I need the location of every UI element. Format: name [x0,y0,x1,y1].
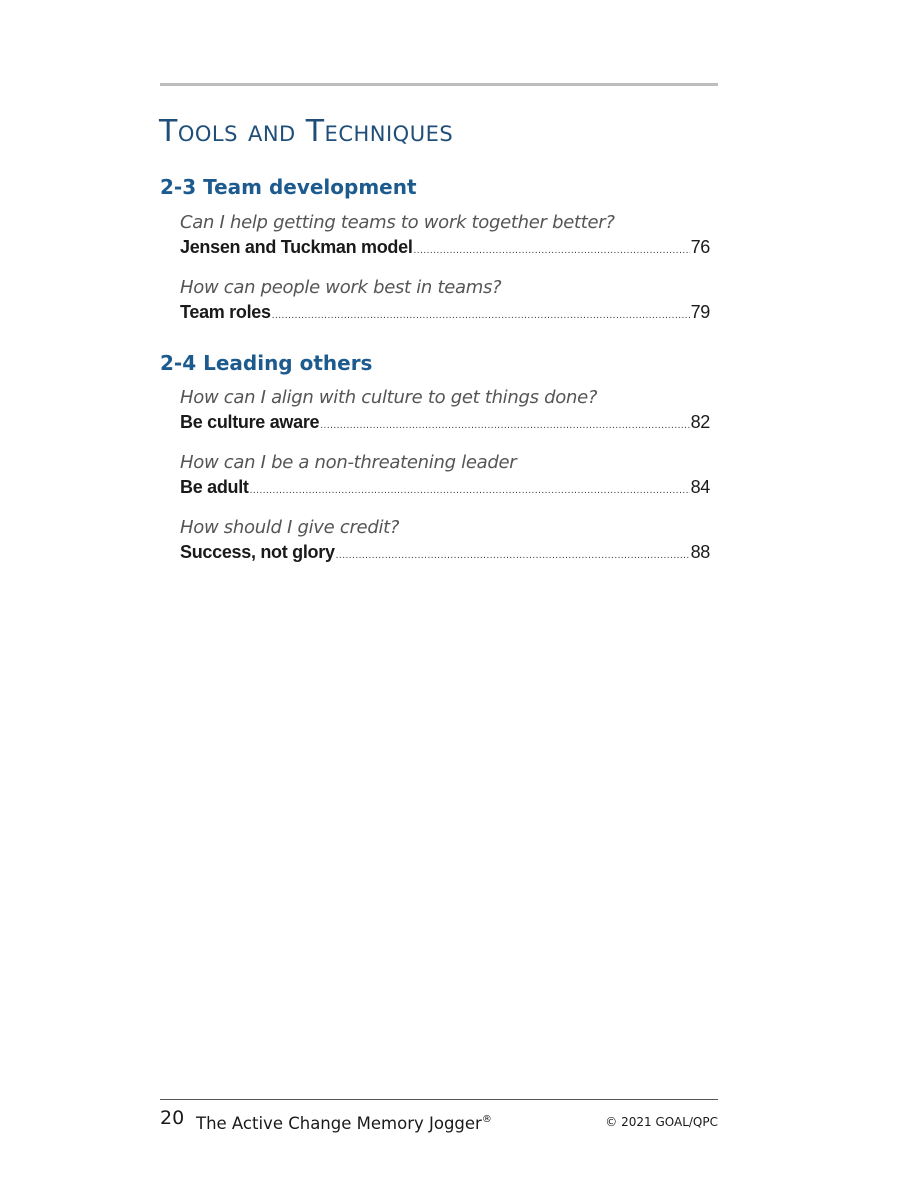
toc-line[interactable] [180,540,710,568]
entry-title: Success, not glory [180,542,335,562]
entry-page-number: 79 [690,302,710,322]
top-divider [160,83,718,86]
entry-page-number: 82 [690,412,710,432]
entry-page-number: 76 [690,237,710,257]
toc-entry [180,211,710,263]
toc-line[interactable] [180,410,710,438]
footer-page-number: 20 [160,1107,185,1129]
footer-copyright: © 2021 GOAL/QPC [605,1115,718,1129]
footer-book-title [196,1106,492,1138]
book-title-text: The Active Change Memory Jogger [196,1114,482,1133]
toc-line[interactable] [180,235,710,263]
entry-page-number: 88 [690,542,710,562]
entry-title: Be culture aware [180,412,320,432]
section-heading: 2-4 Leading others [160,351,373,375]
toc-entry [180,516,710,568]
entry-title: Jensen and Tuckman model [180,237,413,257]
dot-leader [272,304,690,328]
dot-leader [336,544,690,568]
entry-title: Be adult [180,477,249,497]
toc-line[interactable] [180,475,710,503]
section-heading: 2-3 Team development [160,175,417,199]
dot-leader [414,239,690,263]
dot-leader [250,479,690,503]
entry-question: How can I be a non-threatening leader [180,452,517,473]
toc-entry [180,386,710,438]
footer-divider [160,1099,718,1100]
entry-page-number: 84 [690,477,710,497]
toc-entry [180,451,710,503]
section-leading-others [160,350,718,562]
toc-entry [180,276,710,328]
entry-question: How can people work best in teams? [180,277,502,298]
dot-leader [320,414,689,438]
entry-question: How should I give credit? [180,517,400,538]
entry-question: How can I align with culture to get things done? [180,387,598,408]
entry-question: Can I help getting teams to work together better? [180,212,615,233]
page-title: Tools and Techniques [159,114,454,149]
toc-line[interactable] [180,300,710,328]
entry-title: Team roles [180,302,271,322]
section-team-development [160,174,718,322]
registered-mark: ® [481,1114,492,1125]
page-footer [160,1104,718,1134]
